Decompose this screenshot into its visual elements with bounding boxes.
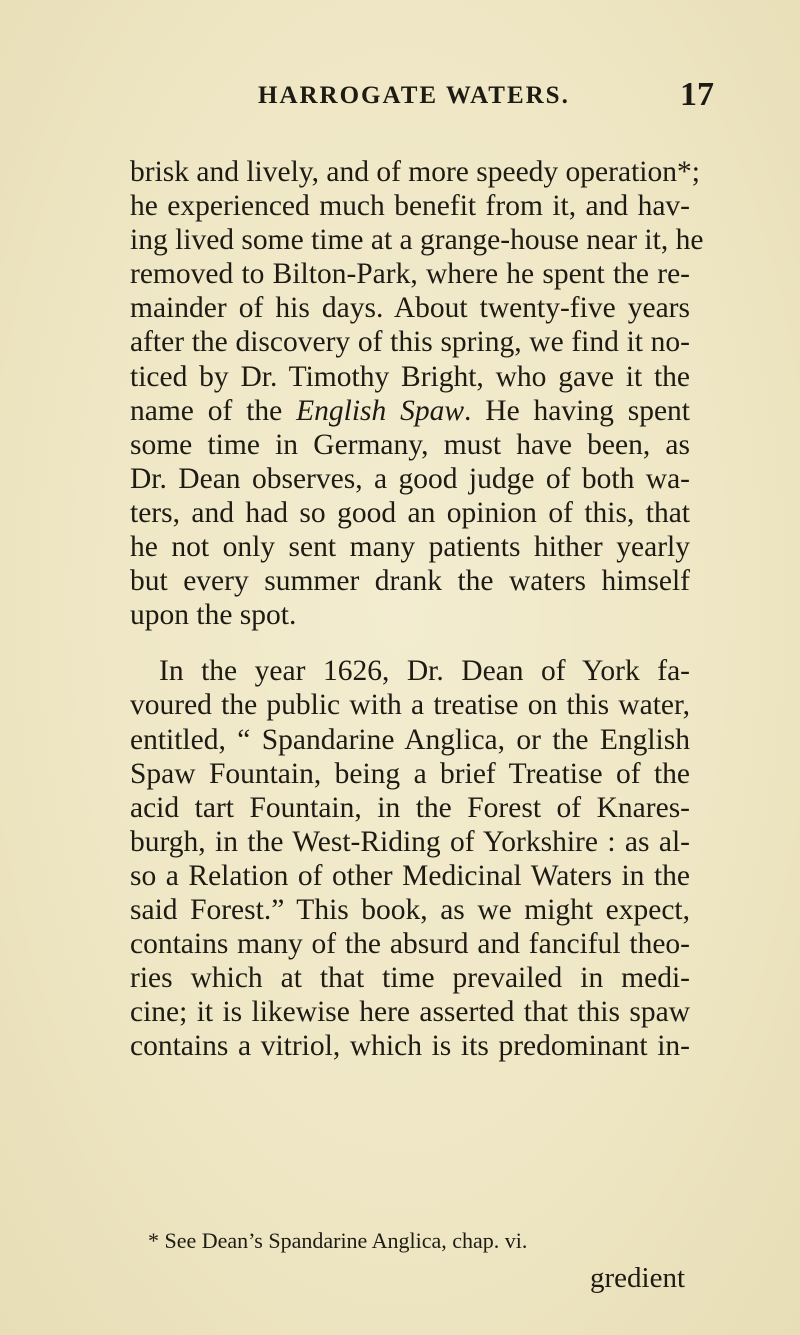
text-line: cine; it is likewise here asserted that this spaw [130, 996, 690, 1029]
text-line: voured the public with a treatise on this water, [130, 689, 690, 722]
italic-title: English Spaw [296, 394, 465, 427]
running-head: HARROGATE WATERS. [258, 82, 570, 109]
paragraph-gap [130, 632, 690, 654]
text-line: said Forest.” This book, as we might expect, [130, 893, 690, 926]
text-line: brisk and lively, and of more speedy operation*; [130, 156, 700, 188]
page-header [0, 76, 800, 122]
text-line: contains many of the absurd and fanciful theo- [130, 928, 690, 961]
text-line: he not only sent many patients hither yearly [130, 531, 690, 564]
paragraph-2 [130, 654, 690, 1063]
text-line: name of the English Spaw. He having spent [130, 394, 690, 427]
text-line: In the year 1626, Dr. Dean of York fa- [159, 655, 690, 688]
text-line: upon the spot. [130, 599, 297, 632]
text-line: after the discovery of this spring, we find it no- [130, 326, 690, 359]
text-line: contains a vitriol, which is its predominant in- [130, 1030, 690, 1063]
text-line: he experienced much benefit from it, and hav- [130, 190, 690, 223]
text-line: entitled, “ Spandarine Anglica, or the English [130, 723, 690, 756]
footnote: * See Dean’s Spandarine Anglica, chap. vi. [148, 1228, 528, 1253]
text-line: acid tart Fountain, in the Forest of Knares- [130, 791, 690, 824]
text-line: ries which at that time prevailed in medi- [130, 962, 690, 995]
text-line: ticed by Dr. Timothy Bright, who gave it the [130, 360, 690, 393]
text-line: ing lived some time at a grange-house near it, he [130, 224, 704, 257]
text-line: Dr. Dean observes, a good judge of both wa- [130, 462, 690, 495]
text-line: some time in Germany, must have been, as [130, 428, 690, 461]
catchword: gredient [590, 1262, 686, 1294]
page-number: 17 [680, 76, 714, 113]
paragraph-1 [130, 155, 704, 632]
text-line: burgh, in the West-Riding of Yorkshire : as al- [130, 825, 690, 858]
text-line: so a Relation of other Medicinal Waters in the [130, 859, 690, 892]
text-line: Spaw Fountain, being a brief Treatise of the [130, 757, 690, 790]
body-text [130, 155, 704, 1063]
text-line: but every summer drank the waters himself [130, 565, 690, 598]
text-line: mainder of his days. About twenty-five years [130, 292, 690, 325]
text-line: removed to Bilton-Park, where he spent the re- [130, 258, 690, 291]
text-line: ters, and had so good an opinion of this, that [130, 496, 690, 529]
